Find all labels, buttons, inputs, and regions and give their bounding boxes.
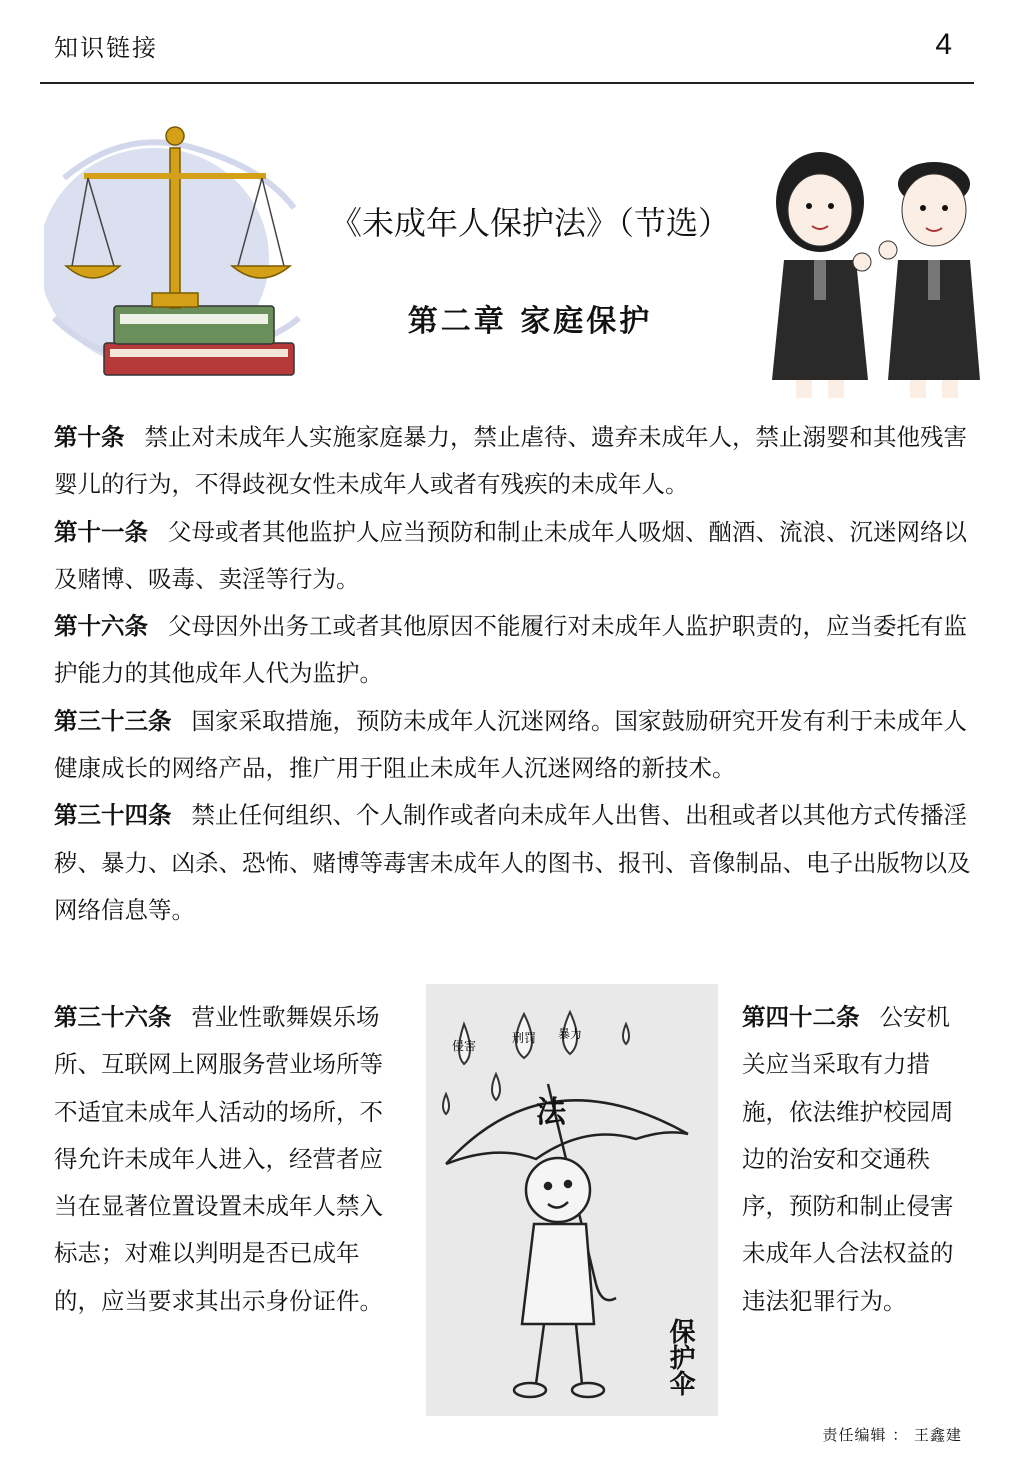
article-34 xyxy=(54,792,984,934)
chapter-title: 第二章 家庭保护 xyxy=(407,304,653,339)
editor-credit: 责任编辑 ： 王鑫建 xyxy=(822,1426,962,1444)
article-number: 第十六条 xyxy=(54,612,148,641)
article-11 xyxy=(54,509,984,604)
scales-of-justice-illustration xyxy=(44,118,306,390)
drop-label: 暴力 xyxy=(557,1027,583,1041)
article-10 xyxy=(54,414,984,509)
umbrella-label: 法 xyxy=(536,1095,566,1130)
article-text: 营业性歌舞娱乐场所、互联网上网服务营业场所等不适宜未成年人活动的场所，不得允许未成年人进入，经营者应当在显著位置设置未成年人禁入标志；对难以判明是否已成年的，应当要求其出示身份证件。 xyxy=(54,1003,383,1315)
article-36 xyxy=(54,994,404,1325)
article-42 xyxy=(742,994,957,1325)
header-divider xyxy=(40,82,974,84)
article-text: 禁止任何组织、个人制作或者向未成年人出售、出租或者以其他方式传播淫秽、暴力、凶杀、恐怖、赌博等毒害未成年人的图书、报刊、音像制品、电子出版物以及网络信息等。 xyxy=(54,801,971,924)
article-number: 第三十六条 xyxy=(54,1003,172,1031)
girl-figure-icon xyxy=(772,152,871,398)
article-text: 父母或者其他监护人应当预防和制止未成年人吸烟、酗酒、流浪、沉迷网络以及赌博、吸毒、卖淫等行为。 xyxy=(54,517,967,593)
article-number: 第三十四条 xyxy=(54,801,172,830)
document-title: 《未成年人保护法》（节选） xyxy=(329,204,730,242)
article-33 xyxy=(54,698,984,793)
page-number: 4 xyxy=(935,28,952,61)
drop-label: 刑罚 xyxy=(511,1031,537,1045)
article-text: 父母因外出务工或者其他原因不能履行对未成年人监护职责的，应当委托有监护能力的其他成年人代为监护。 xyxy=(54,612,967,688)
drop-label: 侵害 xyxy=(451,1039,477,1053)
article-number: 第三十三条 xyxy=(54,706,172,735)
protective-umbrella-illustration xyxy=(426,984,718,1416)
article-text: 国家采取措施，预防未成年人沉迷网络。国家鼓励研究开发有利于未成年人健康成长的网络产品，推广用于阻止未成年人沉迷网络的新技术。 xyxy=(54,706,967,783)
article-number: 第十条 xyxy=(54,423,125,451)
articles-list xyxy=(54,414,984,934)
section-title: 知识链接 xyxy=(54,34,158,62)
books-icon xyxy=(104,306,294,375)
article-number: 第四十二条 xyxy=(742,1003,860,1031)
article-text: 公安机关应当采取有力措施，依法维护校园周边的治安和交通秩序，预防和制止侵害未成年人合法权益的违法犯罪行为。 xyxy=(742,1003,954,1315)
cartoon-figures-illustration xyxy=(764,140,996,408)
umbrella-caption: 保护伞 xyxy=(665,1318,695,1396)
article-16 xyxy=(54,603,984,698)
article-text: 禁止对未成年人实施家庭暴力，禁止虐待、遗弃未成年人，禁止溺婴和其他残害婴儿的行为，不得歧视女性未成年人或者有残疾的未成年人。 xyxy=(54,423,967,499)
article-number: 第十一条 xyxy=(54,517,148,546)
boy-figure-icon xyxy=(879,162,980,398)
